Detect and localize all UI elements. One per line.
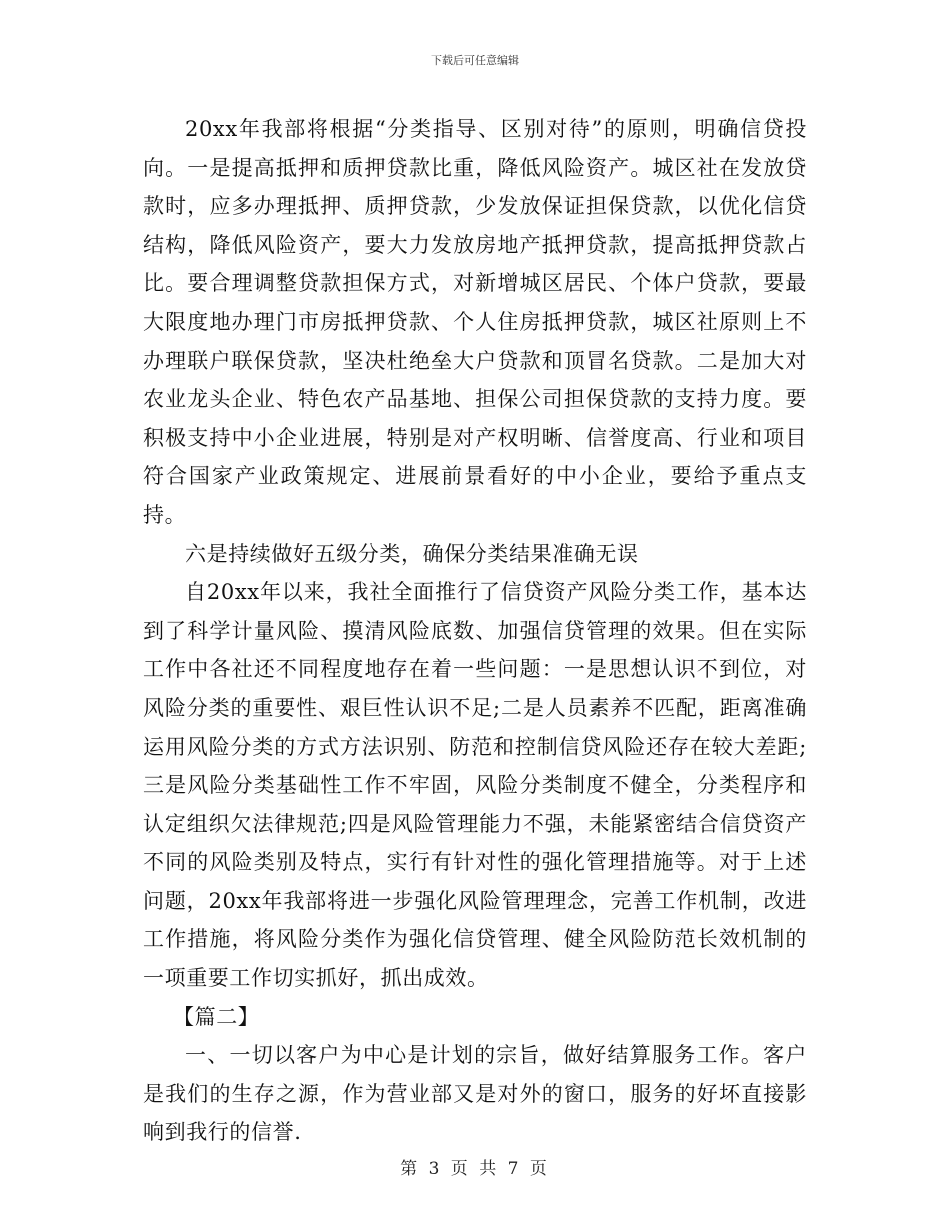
paragraph-customer-centered: 一、一切以客户为中心是计划的宗旨，做好结算服务工作。客户是我们的生存之源，作为营业部又是对外的窗口，服务的好坏直接影响到我行的信誉. (143, 1043, 807, 1145)
page-footer-number: 第 3 页 共 7 页 (400, 1159, 550, 1179)
section-heading-part-two: 【篇二】 (173, 1004, 260, 1029)
document-body (143, 110, 807, 1152)
page-header-note: 下载后可任意编辑 (431, 54, 519, 67)
paragraph-risk-classification: 自20xx年以来，我社全面推行了信贷资产风险分类工作，基本达到了科学计量风险、摸清风险底数、加强信贷管理的效果。但在实际工作中各社还不同程度地存在着一些问题：一是思想认识不到位，对风险分类的重要性、艰巨性认识不足;二是人员素养不匹配，距离准确运用风险分类的方式方法识别、防范和控制信贷风险还存在较大差距;三是风险分类基础性工作不牢固，风险分类制度不健全，分类程序和认定组织欠法律规范;四是风险管理能力不强，未能紧密结合信贷资产不同的风险类别及特点，实行有针对性的强化管理措施等。对于上述问题，20xx年我部将进一步强化风险管理理念，完善工作机制，改进工作措施，将风险分类作为强化信贷管理、健全风险防范长效机制的一项重要工作切实抓好，抓出成效。 (143, 580, 807, 991)
paragraph-credit-policy: 20xx年我部将根据“分类指导、区别对待”的原则，明确信贷投向。一是提高抵押和质押贷款比重，降低风险资产。城区社在发放贷款时，应多办理抵押、质押贷款，少发放保证担保贷款，以优化信贷结构，降低风险资产，要大力发放房地产抵押贷款，提高抵押贷款占比。要合理调整贷款担保方式，对新增城区居民、个体户贷款，要最大限度地办理门市房抵押贷款、个人住房抵押贷款，城区社原则上不办理联户联保贷款，坚决杜绝垒大户贷款和顶冒名贷款。二是加大对农业龙头企业、特色农产品基地、担保公司担保贷款的支持力度。要积极支持中小企业进展，特别是对产权明晰、信誉度高、行业和项目符合国家产业政策规定、进展前景看好的中小企业，要给予重点支持。 (143, 117, 807, 527)
paragraph-five-level-heading: 六是持续做好五级分类，确保分类结果准确无误 (185, 541, 639, 566)
